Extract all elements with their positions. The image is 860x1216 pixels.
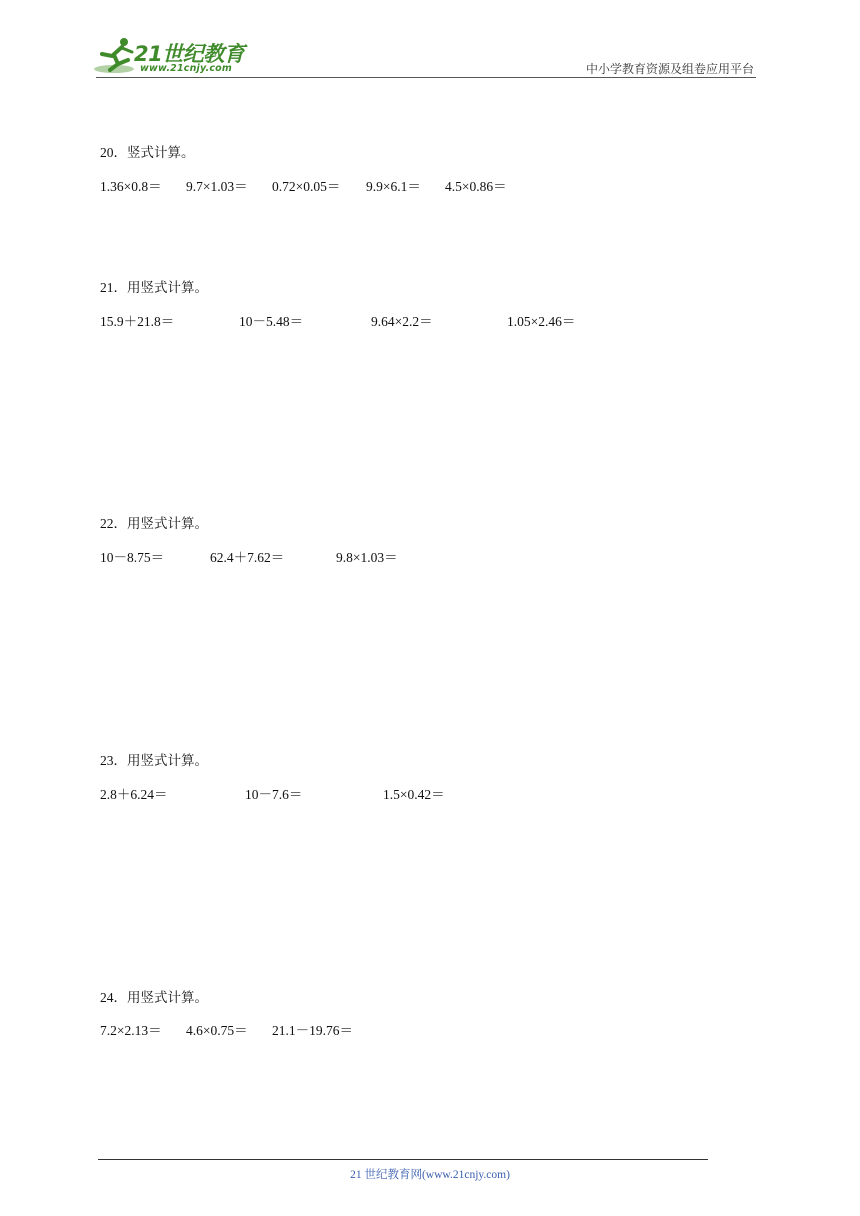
- header-platform-name: 中小学教育资源及组卷应用平台: [585, 62, 754, 76]
- question-22-expr-1: 10－8.75＝: [100, 550, 165, 565]
- question-24-title: 24．用竖式计算。: [100, 990, 208, 1005]
- question-22-expr-3: 9.8×1.03＝: [336, 550, 398, 565]
- question-20-expr-4: 9.9×6.1＝: [366, 179, 421, 194]
- question-23-expr-3: 1.5×0.42＝: [383, 787, 445, 802]
- site-logo: [92, 34, 264, 78]
- question-22-title: 22．用竖式计算。: [100, 516, 208, 531]
- footer-divider: [98, 1159, 708, 1160]
- question-23-expr-1: 2.8＋6.24＝: [100, 787, 168, 802]
- question-23-expr-2: 10－7.6＝: [245, 787, 303, 802]
- question-20-expr-2: 9.7×1.03＝: [186, 179, 248, 194]
- question-24-expr-3: 21.1－19.76＝: [272, 1023, 353, 1038]
- question-21-title: 21．用竖式计算。: [100, 280, 208, 295]
- runner-logo-icon: [92, 34, 140, 78]
- question-21-expr-4: 1.05×2.46＝: [507, 314, 576, 329]
- logo-text: 21世纪教育: [134, 42, 245, 66]
- question-21-expr-3: 9.64×2.2＝: [371, 314, 433, 329]
- header-divider: [96, 77, 756, 78]
- question-20-expr-1: 1.36×0.8＝: [100, 179, 162, 194]
- logo-url: www.21cnjy.com: [140, 63, 232, 74]
- question-20-title: 20．竖式计算。: [100, 145, 195, 160]
- question-24-expr-1: 7.2×2.13＝: [100, 1023, 162, 1038]
- question-20-expr-3: 0.72×0.05＝: [272, 179, 341, 194]
- question-20-expr-5: 4.5×0.86＝: [445, 179, 507, 194]
- question-24-expr-2: 4.6×0.75＝: [186, 1023, 248, 1038]
- question-21-expr-2: 10－5.48＝: [239, 314, 304, 329]
- question-21-expr-1: 15.9＋21.8＝: [100, 314, 175, 329]
- question-23-title: 23．用竖式计算。: [100, 753, 208, 768]
- question-22-expr-2: 62.4＋7.62＝: [210, 550, 285, 565]
- footer-link[interactable]: 21 世纪教育网(www.21cnjy.com): [350, 1169, 510, 1181]
